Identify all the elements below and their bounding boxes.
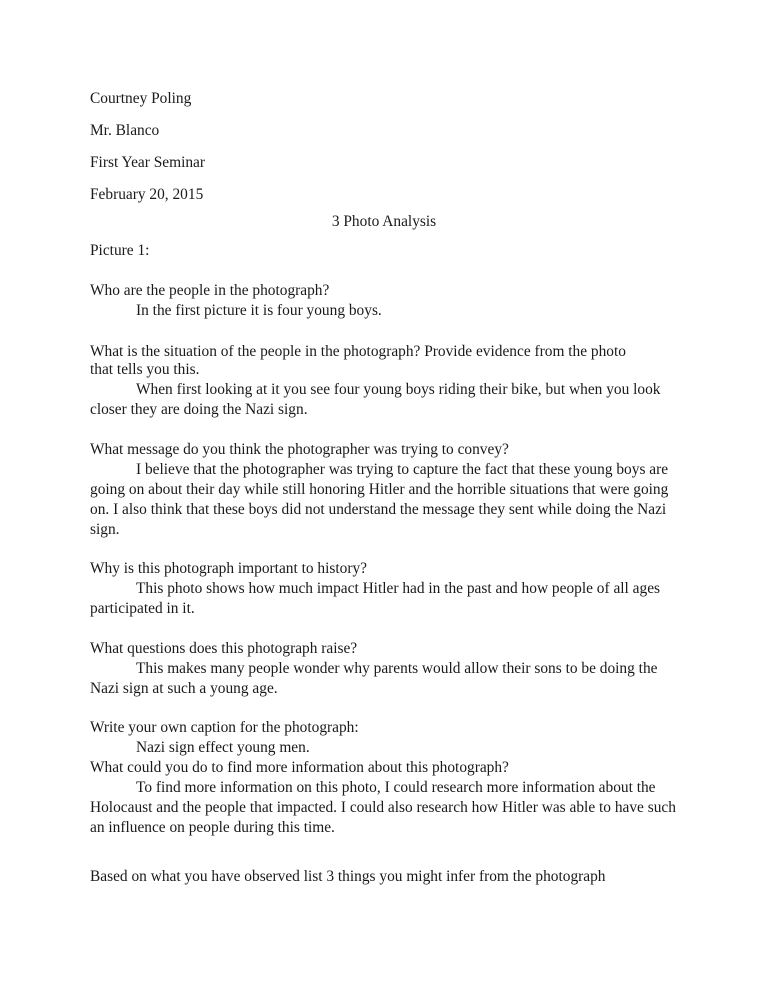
question-7: What could you do to find more information about this photograph? [90, 759, 509, 776]
answer-5-line: Nazi sign at such a young age. [90, 680, 278, 697]
answer-3-line: I believe that the photographer was trying to capture the fact that these young boys are [136, 461, 669, 478]
course-name: First Year Seminar [90, 154, 206, 171]
answer-4-line: This photo shows how much impact Hitler had in the past and how people of all ages [136, 580, 661, 597]
question-1: Who are the people in the photograph? [90, 282, 330, 299]
question-4: Why is this photograph important to history? [90, 560, 368, 577]
question-3: What message do you think the photographer was trying to convey? [90, 441, 509, 458]
answer-7-line: an influence on people during this time. [90, 819, 335, 836]
answer-3-line: going on about their day while still honoring Hitler and the horrible situations that were going [90, 481, 669, 498]
author-name: Courtney Poling [90, 90, 192, 107]
instructor-name: Mr. Blanco [90, 122, 160, 139]
question-8: Based on what you have observed list 3 things you might infer from the photograph [90, 868, 606, 885]
answer-2-line: closer they are doing the Nazi sign. [90, 401, 308, 418]
question-2-line: that tells you this. [90, 361, 200, 378]
question-2-line: What is the situation of the people in the photograph? Provide evidence from the photo [90, 343, 626, 360]
answer-6-line: Nazi sign effect young men. [136, 739, 310, 756]
document-date: February 20, 2015 [90, 186, 204, 203]
answer-2-line: When first looking at it you see four young boys riding their bike, but when you look [136, 381, 661, 398]
answer-1-line: In the first picture it is four young boys. [136, 302, 382, 319]
question-5: What questions does this photograph raise? [90, 640, 358, 657]
answer-3-line: on. I also think that these boys did not understand the message they sent while doing the Nazi [90, 501, 667, 518]
answer-3-line: sign. [90, 521, 120, 538]
answer-7-line: To find more information on this photo, I could research more information about the [136, 779, 656, 796]
picture-label: Picture 1: [90, 242, 150, 259]
question-6: Write your own caption for the photograph: [90, 719, 359, 736]
answer-4-line: participated in it. [90, 600, 195, 617]
document-title: 3 Photo Analysis [331, 213, 437, 230]
answer-5-line: This makes many people wonder why parents would allow their sons to be doing the [136, 660, 658, 677]
answer-7-line: Holocaust and the people that impacted. I could also research how Hitler was able to have such [90, 799, 676, 816]
